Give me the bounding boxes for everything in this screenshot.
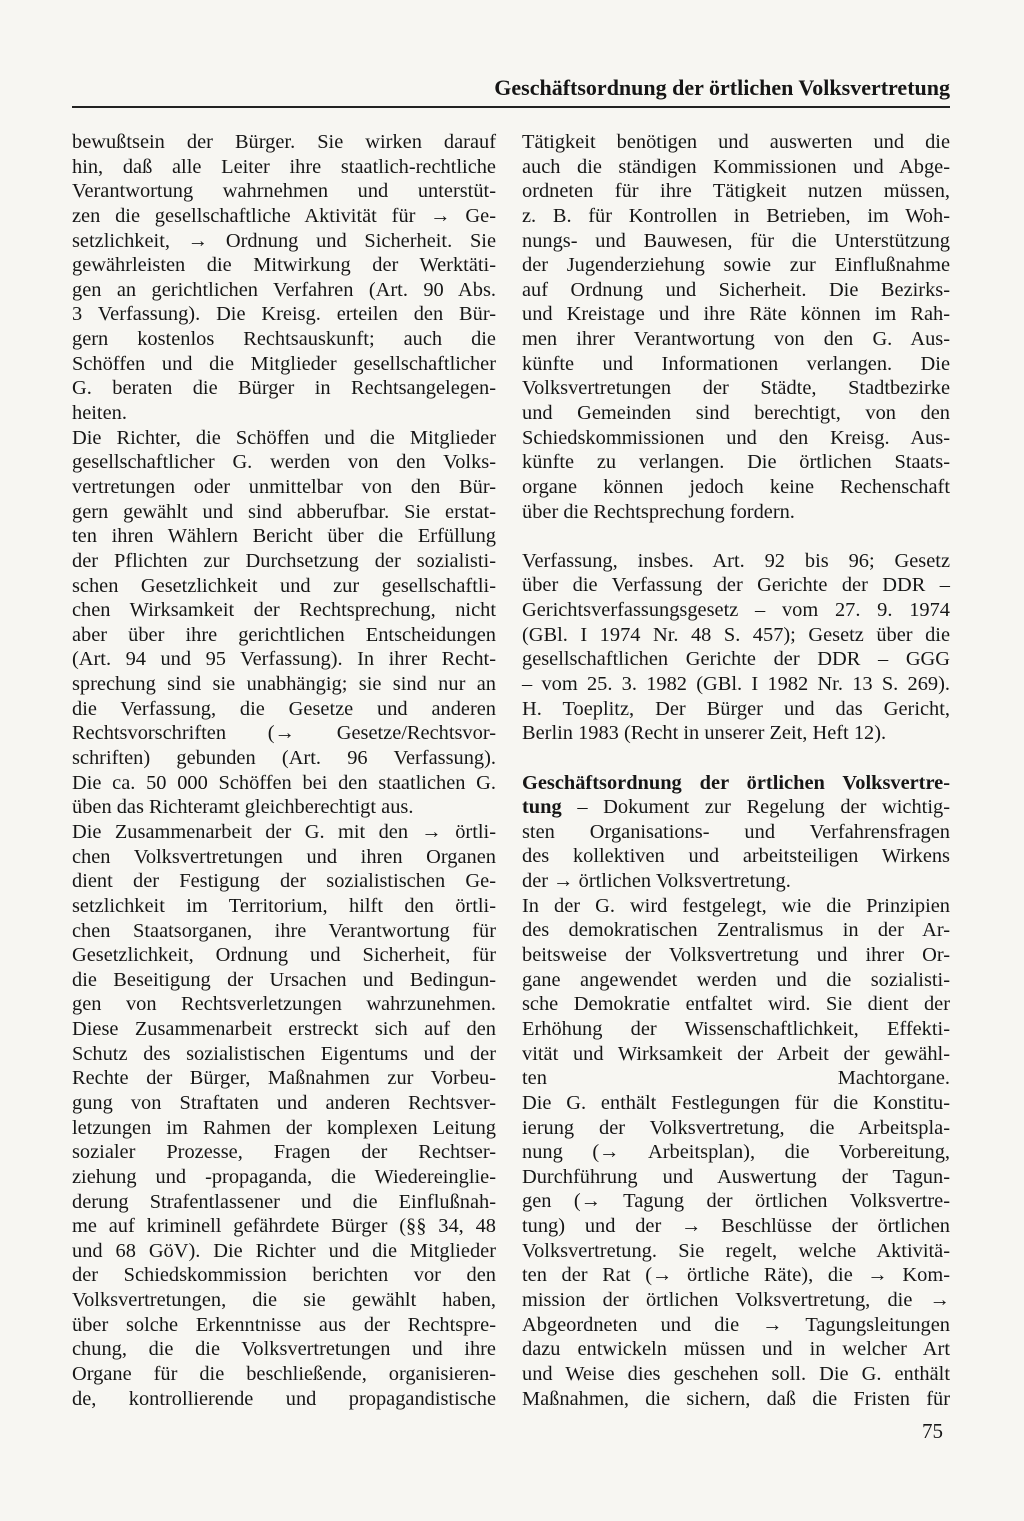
text-line: Schutz des sozialistischen Eigentums und der	[72, 1042, 496, 1065]
text-line: und Weise dies geschehen soll. Die G. enthält	[522, 1362, 950, 1385]
text-line: men ihrer Verantwortung von den G. Aus-	[522, 328, 950, 351]
text-line: 3 Verfassung). Die Kreisg. erteilen den Bür-	[72, 303, 496, 326]
text-line: chung, die die Volksvertretungen und ihre	[72, 1338, 496, 1361]
text-line: z. B. für Kontrollen in Betrieben, im Woh-	[522, 204, 950, 227]
entry-title-end: tung	[522, 796, 562, 819]
text-line: auch die ständigen Kommissionen und Abge-	[522, 155, 950, 178]
reference-line: H. Toeplitz, Der Bürger und das Gericht,	[522, 697, 950, 720]
text-line: heiten.	[72, 402, 127, 425]
text-line: bewußtsein der Bürger. Sie wirken darauf	[72, 131, 496, 153]
text-line: hin, daß alle Leiter ihre staatlich-rechtliche	[72, 155, 496, 178]
text-line: ierung der Volksvertretung, die Arbeitspla-	[522, 1116, 950, 1139]
text-line: Volksvertretungen, die sie gewählt haben,	[72, 1289, 496, 1312]
text-line: Die G. enthält Festlegungen für die Konstitu-	[522, 1091, 950, 1114]
text-line: sprechung sind sie unabhängig; sie sind nur an	[72, 673, 496, 696]
text-line: ordneten für ihre Tätigkeit nutzen müssen,	[522, 180, 950, 203]
text-line: gewährleisten die Mitwirkung der Werktäti-	[72, 254, 496, 277]
text-line: derung Strafentlassener und die Einflußnah-	[72, 1190, 496, 1213]
text-line: gesellschaftlicher G. werden von den Volks-	[72, 451, 496, 474]
text-line: setzlichkeit im Territorium, hilft den örtli-	[72, 894, 496, 917]
text-line: Volksvertretung. Sie regelt, welche Aktivitä-	[522, 1239, 950, 1262]
reference-line: – vom 25. 3. 1982 (GBl. I 1982 Nr. 13 S. 269).	[522, 673, 950, 696]
text-line: schen Gesetzlichkeit und zur gesellschaftli-	[72, 574, 496, 597]
text-line: schriften) gebunden (Art. 96 Verfassung).	[72, 747, 496, 770]
text-line: und 68 GöV). Die Richter und die Mitglieder	[72, 1239, 496, 1262]
left-column	[72, 130, 496, 1411]
text-line: ten Machtorgane.	[522, 1067, 950, 1090]
text-line: Rechtsvorschriften (→ Gesetze/Rechtsvor-	[72, 722, 496, 745]
text-line: sche Demokratie entfaltet wird. Sie dient der	[522, 993, 950, 1016]
text-line: Organe für die beschließende, organisieren-	[72, 1363, 496, 1386]
right-column	[522, 130, 950, 1411]
text-line: Volksvertretungen der Städte, Stadtbezirke	[522, 377, 950, 400]
text-line: setzlichkeit, → Ordnung und Sicherheit. Sie	[72, 229, 496, 252]
text-line: Rechte der Bürger, Maßnahmen zur Vorbeu-	[72, 1067, 496, 1090]
text-line: aber über ihre gerichtlichen Entscheidungen	[72, 623, 496, 646]
text-line: In der G. wird festgelegt, wie die Prinzipien	[522, 894, 950, 917]
text-line: G. beraten die Bürger in Rechtsangelegen-	[72, 377, 496, 400]
text-line: und Kreistage und ihre Räte können im Rah-	[522, 303, 950, 326]
text-line: ten der Rat (→ örtliche Räte), die → Kom-	[522, 1264, 950, 1287]
text-line: gern kostenlos Rechtsauskunft; auch die	[72, 328, 496, 351]
text-line	[522, 795, 950, 820]
text-line: dient der Festigung der sozialistischen Ge-	[72, 870, 496, 893]
text-line: Verantwortung wahrnehmen und unterstüt-	[72, 180, 496, 203]
text-line: chen Volksvertretungen und ihren Organen	[72, 845, 496, 868]
text-line: zen die gesellschaftliche Aktivität für → Ge-	[72, 204, 496, 227]
text-line: nung (→ Arbeitsplan), die Vorbereitung,	[522, 1141, 950, 1164]
text-line: des demokratischen Zentralismus in der Ar-	[522, 919, 950, 942]
spacer	[522, 746, 950, 771]
text-line: gane angewendet werden und die sozialisti-	[522, 968, 950, 991]
reference-line: (GBl. I 1974 Nr. 48 S. 457); Gesetz über die	[522, 623, 950, 646]
text-line: gung von Straftaten und anderen Rechtsver-	[72, 1091, 496, 1114]
text-line: künfte zu verlangen. Die örtlichen Staats-	[522, 451, 950, 474]
text-line: Die ca. 50 000 Schöffen bei den staatlichen G.	[72, 771, 496, 794]
reference-line: gesellschaftlichen Gerichte der DDR – GGG	[522, 648, 950, 671]
text-line: ziehung und -propaganda, die Wiedereinglie-	[72, 1165, 496, 1188]
text-line: und Gemeinden sind berechtigt, von den	[522, 402, 950, 425]
text-line: die Beseitigung der Ursachen und Bedingun-	[72, 968, 496, 991]
text-line: des kollektiven und arbeitsteiligen Wirkens	[522, 845, 950, 868]
text-line: mission der örtlichen Volksvertretung, die →	[522, 1289, 950, 1312]
text-line: der Jugenderziehung sowie zur Einflußnahme	[522, 254, 950, 277]
text-line: gern gewählt und sind abberufbar. Sie erstat-	[72, 500, 496, 523]
text-line: chen Wirksamkeit der Rechtsprechung, nicht	[72, 599, 496, 622]
references-block	[522, 549, 950, 746]
text-line: der Schiedskommission berichten vor den	[72, 1264, 496, 1287]
text-line: sten Organisations- und Verfahrensfragen	[522, 820, 950, 843]
text-line: (Art. 94 und 95 Verfassung). In ihrer Recht-	[72, 648, 496, 671]
text-line: Diese Zusammenarbeit erstreckt sich auf den	[72, 1018, 496, 1041]
text-line: Durchführung und Auswertung der Tagun-	[522, 1165, 950, 1188]
text-line: über solche Erkenntnisse aus der Rechtspre-	[72, 1313, 496, 1336]
text-line: über die Rechtsprechung fordern.	[522, 500, 795, 523]
text-line: Die Richter, die Schöffen und die Mitglieder	[72, 426, 496, 449]
text-line: tung) und der → Beschlüsse der örtlichen	[522, 1215, 950, 1238]
running-header: Geschäftsordnung der örtlichen Volksvertretung	[72, 74, 950, 108]
text-line: die Verfassung, die Gesetze und anderen	[72, 697, 496, 720]
entry-title: Geschäftsordnung der örtlichen Volksvertre-	[522, 771, 950, 794]
text-line: letzungen im Rahmen der komplexen Leitung	[72, 1116, 496, 1139]
entry-definition-start: – Dokument zur Regelung der wichtig-	[561, 796, 950, 819]
text-line: sozialer Prozesse, Fragen der Rechtser-	[72, 1141, 496, 1164]
text-line: Tätigkeit benötigen und auswerten und die	[522, 131, 950, 153]
text-line: Maßnahmen, die sichern, daß die Fristen für	[522, 1387, 950, 1410]
text-line: me auf kriminell gefährdete Bürger (§§ 34, 48	[72, 1215, 496, 1238]
text-line: gen von Rechtsverletzungen wahrzunehmen.	[72, 993, 496, 1016]
text-line: gen an gerichtlichen Verfahren (Art. 90 Abs.	[72, 278, 496, 301]
page-number: 75	[922, 1419, 943, 1443]
text-line: ten ihren Wählern Bericht über die Erfüllung	[72, 525, 496, 548]
text-line: dazu entwickeln müssen und in welcher Art	[522, 1338, 950, 1361]
text-line: de, kontrollierende und propagandistische	[72, 1387, 496, 1410]
text-line: nungs- und Bauwesen, für die Unterstützung	[522, 229, 950, 252]
text-line: Erhöhung der Wissenschaftlichkeit, Effekti-	[522, 1017, 950, 1040]
text-line: der Pflichten zur Durchsetzung der sozialisti-	[72, 549, 496, 572]
text-line: gen (→ Tagung der örtlichen Volksvertre-	[522, 1190, 950, 1213]
text-line: organe können jedoch keine Rechenschaft	[522, 475, 950, 498]
text-line: Die Zusammenarbeit der G. mit den → örtli-	[72, 820, 496, 843]
reference-line: über die Verfassung der Gerichte der DDR –	[522, 574, 950, 597]
text-line: beitsweise der Volksvertretung und ihrer Or-	[522, 944, 950, 967]
reference-line: Berlin 1983 (Recht in unserer Zeit, Heft 12).	[522, 722, 887, 745]
text-line: Schiedskommissionen und den Kreisg. Aus-	[522, 426, 950, 449]
spacer	[522, 524, 950, 549]
text-line: chen Staatsorganen, ihre Verantwortung für	[72, 919, 496, 942]
dictionary-entry	[522, 771, 950, 1412]
paragraph-continuation	[522, 130, 950, 524]
text-line: der → örtlichen Volksvertretung.	[522, 870, 791, 893]
reference-line: Gerichtsverfassungsgesetz – vom 27. 9. 1974	[522, 599, 950, 622]
text-line: auf Ordnung und Sicherheit. Die Bezirks-	[522, 278, 950, 301]
text-line: Abgeordneten und die → Tagungsleitungen	[522, 1313, 950, 1336]
text-line: vität und Wirksamkeit der Arbeit der gewähl-	[522, 1042, 950, 1065]
text-line: üben das Richteramt gleichberechtigt aus.	[72, 796, 414, 819]
reference-line: Verfassung, insbes. Art. 92 bis 96; Gesetz	[522, 549, 950, 572]
text-line: vertretungen oder unmittelbar von den Bür-	[72, 475, 496, 498]
text-line: künfte und Informationen verlangen. Die	[522, 352, 950, 375]
text-line: Gesetzlichkeit, Ordnung und Sicherheit, für	[72, 944, 496, 967]
text-line: Schöffen und die Mitglieder gesellschaftlicher	[72, 352, 496, 375]
